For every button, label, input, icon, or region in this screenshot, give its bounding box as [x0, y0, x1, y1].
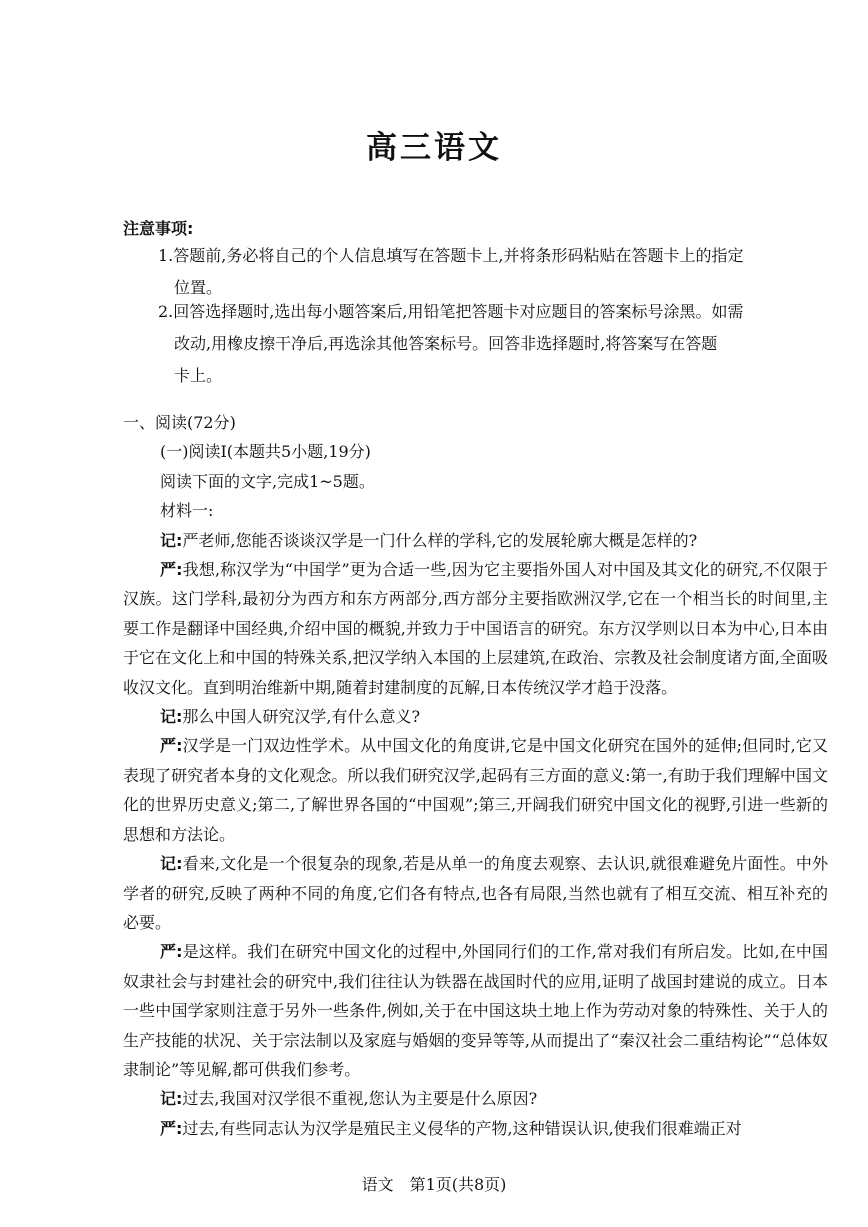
dialogue-paragraph: [123, 731, 828, 849]
section-subheading: (一)阅读Ⅰ(本题共5小题,19分): [160, 442, 371, 462]
dialogue-text: 那么中国人研究汉学,有什么意义?: [182, 707, 421, 727]
notice-item-2-line3: 卡上。: [174, 366, 223, 385]
dialogue-paragraph: [123, 526, 828, 555]
dialogue-paragraph: [123, 937, 828, 1084]
notice-item-2-line2: 改动,用橡皮擦干净后,再选涂其他答案标号。回答非选择题时,将答案写在答题: [174, 334, 718, 353]
speaker-label: 记:: [160, 854, 183, 874]
notice-item-2-text: 回答选择题时,选出每小题答案后,用铅笔把答题卡对应题目的答案标号涂黑。如需: [173, 302, 744, 321]
speaker-label: 严:: [160, 560, 183, 580]
dialogue-paragraph: [123, 1114, 828, 1143]
speaker-label: 严:: [160, 736, 183, 756]
dialogue-text: 我想,称汉学为“中国学”更为合适一些,因为它主要指外国人对中国及其文化的研究,不仅限于汉族。这门学科,最初分为西方和东方两部分,西方部分主要指欧洲汉学,它在一个相当长的时间里,主要工作是翻译中国经典,介绍中国的概貌,并致力于中国语言的研究。东方汉学则以日本为中心,日本由于它在文化上和中国的特殊关系,把汉学纳入本国的上层建筑,在政治、宗教及社会制度诸方面,全面吸收汉文化。直到明治维新中期,随着封建制度的瓦解,日本传统汉学才趋于没落。: [123, 560, 828, 697]
page-title: 高三语文: [366, 130, 502, 166]
speaker-label: 严:: [160, 1118, 183, 1138]
notice-item-1-number: 1.: [158, 246, 174, 265]
speaker-label: 严:: [160, 942, 183, 962]
dialogue-text: 过去,有些同志认为汉学是殖民主义侵华的产物,这种错误认识,使我们很难端正对: [182, 1118, 742, 1138]
notice-item-2-line1: [158, 296, 828, 328]
dialogue-paragraph: [123, 702, 828, 731]
dialogue-text: 是这样。我们在研究中国文化的过程中,外国同行们的工作,常对我们有所启发。比如,在中国奴隶社会与封建社会的研究中,我们往往认为铁器在战国时代的应用,证明了战国封建说的成立。日本一些中国学家则注意于另外一些条件,例如,关于在中国这块土地上作为劳动对象的特殊性、关于人的生产技能的状况、关于宗法制以及家庭与婚姻的变异等等,从而提出了“秦汉社会二重结构论”“总体奴隶制论”等见解,都可供我们参考。: [123, 942, 828, 1079]
dialogue-text: 过去,我国对汉学很不重视,您认为主要是什么原因?: [182, 1089, 538, 1109]
notice-item-2: [158, 296, 828, 392]
notice-item-2-number: 2.: [158, 302, 174, 321]
speaker-label: 记:: [160, 1089, 183, 1109]
notice-heading: 注意事项:: [123, 219, 194, 238]
dialogue-paragraph: [123, 849, 828, 937]
material-label: 材料一:: [160, 501, 214, 521]
dialogue-text: 严老师,您能否谈谈汉学是一门什么样的学科,它的发展轮廓大概是怎样的?: [182, 530, 698, 550]
page-footer: 语文 第1页(共8页): [361, 1175, 507, 1194]
notice-item-1-text: 答题前,务必将自己的个人信息填写在答题卡上,并将条形码粘贴在答题卡上的指定: [173, 246, 744, 265]
notice-item-1-line1: [158, 240, 828, 272]
dialogue-text: 看来,文化是一个很复杂的现象,若是从单一的角度去观察、去认识,就很难避免片面性。中外学者的研究,反映了两种不同的角度,它们各有特点,也各有局限,当然也就有了相互交流、相互补充的必要。: [123, 854, 828, 932]
speaker-label: 记:: [160, 707, 183, 727]
section-instruction: 阅读下面的文字,完成1~5题。: [160, 471, 375, 491]
speaker-label: 记:: [160, 530, 183, 550]
dialogue-paragraph: [123, 555, 828, 702]
section-heading: 一、阅读(72分): [123, 413, 236, 432]
dialogue-paragraph: [123, 1084, 828, 1113]
notice-item-1-line2: 位置。: [174, 278, 223, 297]
reading-section: [123, 408, 828, 1143]
dialogue-text: 汉学是一门双边性学术。从中国文化的角度讲,它是中国文化研究在国外的延伸;但同时,它又表现了研究者本身的文化观念。所以我们研究汉学,起码有三方面的意义:第一,有助于我们理解中国文化的世界历史意义;第二,了解世界各国的“中国观”;第三,开阔我们研究中国文化的视野,引进一些新的思想和方法论。: [123, 736, 828, 844]
notice-item-1: [158, 240, 828, 304]
